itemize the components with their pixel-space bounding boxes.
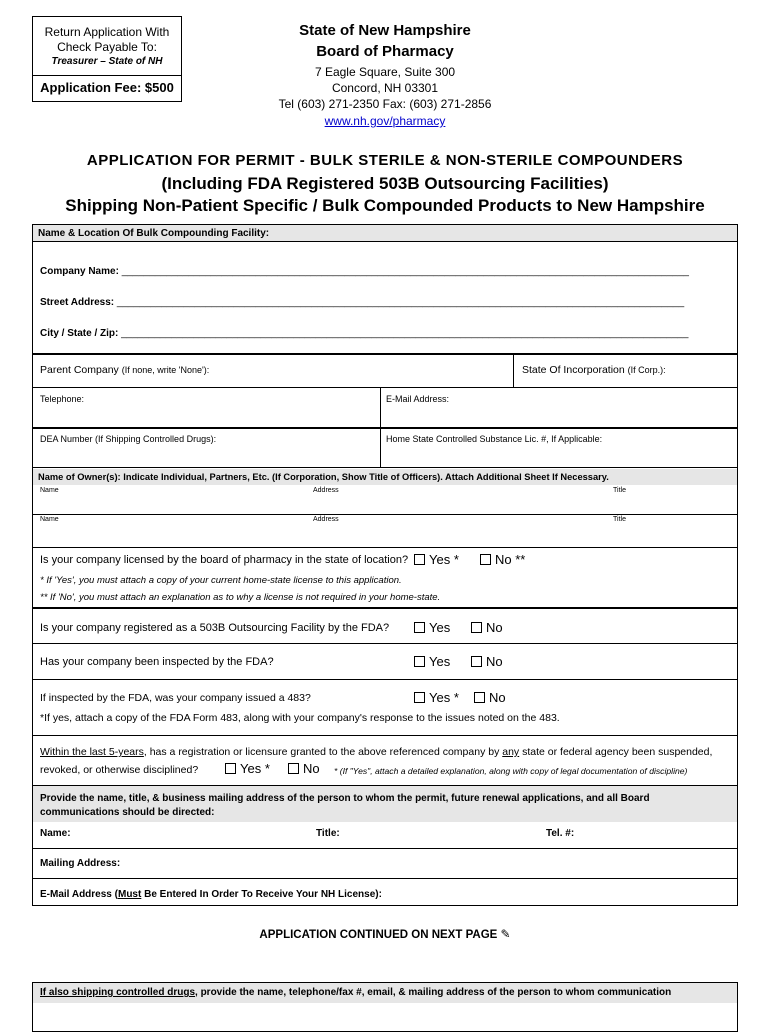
pencil-icon: ✎ [500,927,511,941]
fee-box [32,16,182,102]
licensed-note-yes: * If 'Yes', you must attach a copy of your current home-state license to this application. [40,575,402,586]
licensed-yes-checkbox[interactable] [414,554,425,565]
503b-yes-label: Yes [429,620,451,635]
inspected-yes-label: Yes [429,654,451,669]
contact-name-field[interactable]: Name: [40,828,71,839]
discipline-question [40,746,712,758]
contact-email-label-b: Be Entered In Order To Receive Your NH License): [141,889,382,900]
company-name-field[interactable] [40,266,730,277]
form483-no-option[interactable] [474,690,506,705]
continued-notice [0,927,770,941]
fee-box-line2: Check Payable To: [57,40,157,54]
parent-company-label: Parent Company [40,364,119,376]
controlled-drugs-heading [40,987,671,998]
state-incorporation-field[interactable] [522,364,666,376]
inspected-no-option[interactable] [471,654,503,669]
owner2-name[interactable]: Name [40,516,59,523]
application-fee: Application Fee: $500 [33,75,181,95]
inspected-yes-option[interactable] [414,654,450,669]
owner1-title[interactable]: Title [613,487,626,494]
fee-box-payee: Treasurer – State of NH [51,56,163,67]
form483-no-checkbox[interactable] [474,692,485,703]
discipline-timeframe: Within the last 5-years [40,746,144,758]
email-field[interactable]: E-Mail Address: [386,394,450,404]
street-address-blank: ______________________________________________________________________________________________________ [116,297,685,308]
parent-company-field[interactable] [40,364,209,376]
discipline-question-line2: revoked, or otherwise disciplined? [40,764,199,776]
discipline-yes-checkbox[interactable] [225,763,236,774]
licensed-question: Is your company licensed by the board of pharmacy in the state of location? [40,554,409,566]
licensed-yes-label: Yes * [429,552,459,567]
503b-no-option[interactable] [471,620,503,635]
form483-yes-checkbox[interactable] [414,692,425,703]
owner2-title[interactable]: Title [613,516,626,523]
contact-divider-1 [33,848,737,849]
503b-yes-option[interactable] [414,620,450,635]
website-link[interactable]: www.nh.gov/pharmacy [324,114,446,128]
discipline-row [32,736,738,786]
inspected-question: Has your company been inspected by the FDA? [40,656,274,668]
discipline-note: * (If "Yes", attach a detailed explanation, along with copy of legal documentation of discipline) [334,766,688,776]
address-line2: Concord, NH 03301 [331,81,439,95]
owner2-address[interactable]: Address [313,516,339,523]
company-name-blank: ______________________________________________________________________________________________________ [121,266,689,277]
form483-question: If inspected by the FDA, was your company issued a 483? [40,692,311,704]
facility-heading: Name & Location Of Bulk Compounding Facility: [38,228,270,239]
503b-question: Is your company registered as a 503B Outsourcing Facility by the FDA? [40,622,390,634]
licensed-note-no: ** If 'No', you must attach an explanation as to why a license is not required in your home-state. [40,592,441,603]
discipline-no-option[interactable] [288,761,320,776]
form-subtitle-2: Shipping Non-Patient Specific / Bulk Compounded Products to New Hampshire [65,196,705,215]
form483-yes-label: Yes * [429,690,459,705]
street-address-label: Street Address: [40,297,115,308]
phone-fax: Tel (603) 271-2350 Fax: (603) 271-2856 [278,97,492,111]
discipline-text-b: state or federal agency been suspended, [519,746,713,758]
form483-no-label: No [489,690,506,705]
503b-yes-checkbox[interactable] [414,622,425,633]
contact-divider-2 [33,878,737,879]
contact-title-field[interactable]: Title: [316,828,340,839]
form483-row [32,680,738,736]
agency-header [240,20,530,130]
controlled-drugs-text: , provide the name, telephone/fax #, email, & mailing address of the person to whom communication [195,987,672,998]
dea-number-field[interactable]: DEA Number (If Shipping Controlled Drugs): [40,434,217,444]
street-address-field[interactable] [40,297,730,308]
form-subtitle: (Including FDA Registered 503B Outsourcing Facilities) [161,174,609,193]
contact-email-label-a: E-Mail Address ( [40,889,118,900]
contact-email-must: Must [117,889,142,900]
city-state-zip-label: City / State / Zip: [40,328,119,339]
mailing-address-field[interactable]: Mailing Address: [40,858,121,869]
discipline-yes-label: Yes * [240,761,270,776]
contact-person-heading: Provide the name, title, & business mailing address of the person to whom the permit, future renewal applications, and all Board communications should be directed: [40,793,650,818]
state-name: State of New Hampshire [299,22,471,39]
inspected-yes-checkbox[interactable] [414,656,425,667]
city-state-zip-blank: ______________________________________________________________________________________________________ [121,328,689,339]
controlled-drugs-underlined: If also shipping controlled drugs [40,987,196,998]
licensed-no-checkbox[interactable] [480,554,491,565]
discipline-any: any [502,746,520,758]
form-title: APPLICATION FOR PERMIT - BULK STERILE & NON-STERILE COMPOUNDERS [86,152,684,169]
state-incorporation-hint: (If Corp.): [627,365,666,375]
home-state-license-field[interactable]: Home State Controlled Substance Lic. #, If Applicable: [386,434,603,444]
contact-tel-field[interactable]: Tel. #: [546,828,575,839]
owners-heading: Name of Owner(s): Indicate Individual, Partners, Etc. (If Corporation, Show Title of Officers). Attach Additional Sheet If Necessary. [38,472,609,482]
503b-no-label: No [486,620,503,635]
parent-company-hint: (If none, write 'None'): [121,365,210,375]
discipline-text-a: , has a registration or licensure granted to the above referenced company by [143,746,503,758]
discipline-no-label: No [303,761,320,776]
state-incorporation-label: State Of Incorporation [522,364,625,376]
form483-yes-option[interactable] [414,690,459,705]
discipline-no-checkbox[interactable] [288,763,299,774]
contact-email-field[interactable] [40,889,382,900]
fee-box-line1: Return Application With [44,25,170,39]
telephone-field[interactable]: Telephone: [40,394,85,404]
company-name-label: Company Name: [40,266,119,277]
board-name: Board of Pharmacy [316,43,454,60]
503b-no-checkbox[interactable] [471,622,482,633]
parent-divider [513,354,514,388]
address-line1: 7 Eagle Square, Suite 300 [314,65,456,79]
inspected-no-label: No [486,654,503,669]
inspected-no-checkbox[interactable] [471,656,482,667]
licensed-yes-option[interactable] [414,552,459,567]
continued-text: APPLICATION CONTINUED ON NEXT PAGE [259,929,498,941]
owner1-address[interactable]: Address [313,487,339,494]
licensed-no-option[interactable] [480,552,525,567]
form483-note: *If yes, attach a copy of the FDA Form 483, along with your company's response to the issues noted on the 483. [40,712,560,724]
owners-divider [33,514,737,515]
owner1-name[interactable]: Name [40,487,59,494]
phone-email-row [32,388,738,428]
licensed-no-label: No ** [495,552,526,567]
discipline-yes-option[interactable] [225,761,270,776]
city-state-zip-field[interactable] [40,328,730,339]
